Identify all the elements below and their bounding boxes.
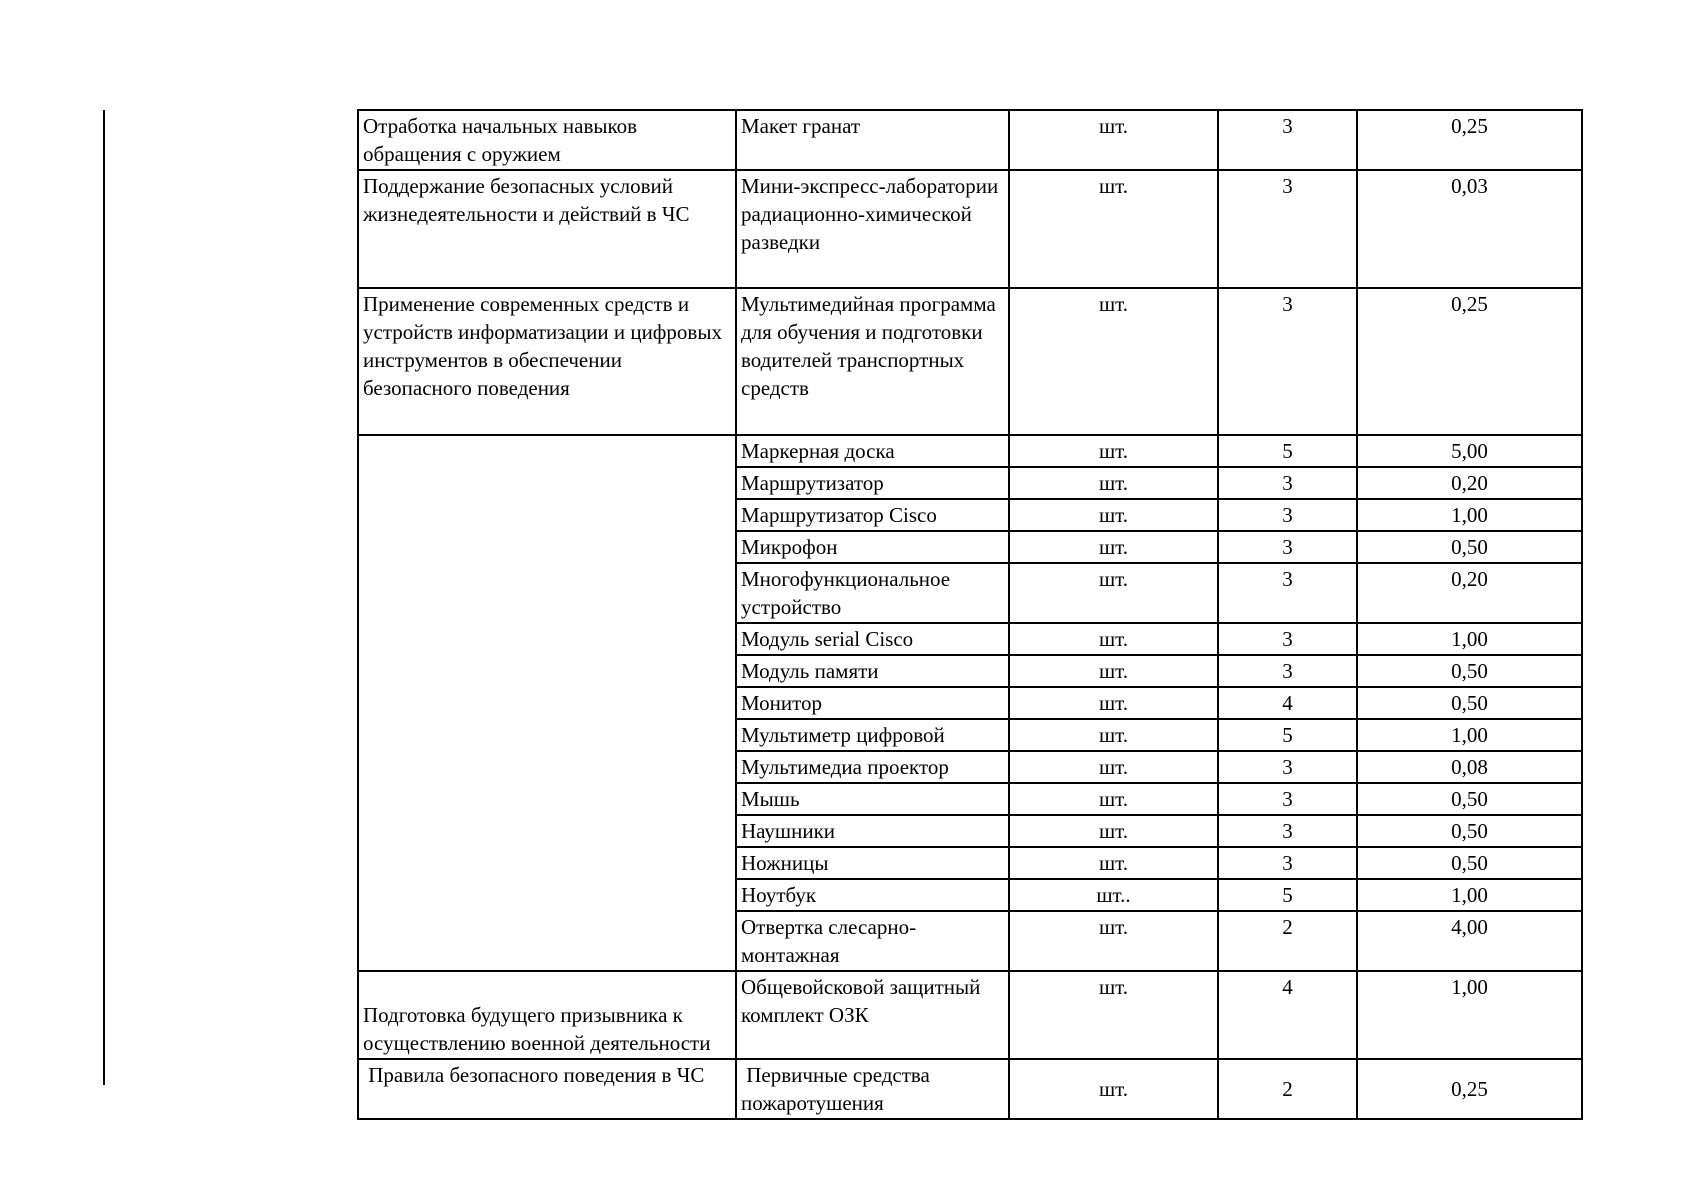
unit-cell: шт. [1009,499,1218,531]
table-row [358,170,1582,288]
ratio-cell: 1,00 [1357,719,1582,751]
unit-cell: шт. [1009,110,1218,170]
equipment-table [357,109,1583,1120]
item-cell: Ножницы [736,847,1009,879]
unit-cell: шт. [1009,563,1218,623]
item-cell: Мини-экспресс-лаборатории радиационно-химической разведки [736,170,1009,288]
item-cell: Отвертка слесарно-монтажная [736,911,1009,971]
ratio-cell: 1,00 [1357,971,1582,1059]
ratio-cell: 0,50 [1357,783,1582,815]
qty-cell: 2 [1218,1059,1357,1119]
item-cell: Макет гранат [736,110,1009,170]
topic-cell: Правила безопасного поведения в ЧС [358,1059,736,1119]
item-cell: Наушники [736,815,1009,847]
ratio-cell: 0,50 [1357,815,1582,847]
unit-cell: шт. [1009,170,1218,288]
ratio-cell: 0,50 [1357,687,1582,719]
table-row [358,435,1582,467]
page-margin-line [103,110,105,1085]
table-row [358,1059,1582,1119]
item-cell: Модуль serial Cisco [736,623,1009,655]
item-cell: Модуль памяти [736,655,1009,687]
qty-cell: 4 [1218,971,1357,1059]
item-cell: Ноутбук [736,879,1009,911]
item-cell: Первичные средства пожаротушения [736,1059,1009,1119]
unit-cell: шт. [1009,623,1218,655]
item-cell: Маршрутизатор [736,467,1009,499]
table-row [358,110,1582,170]
ratio-cell: 0,50 [1357,847,1582,879]
item-cell: Монитор [736,687,1009,719]
unit-cell: шт. [1009,971,1218,1059]
qty-cell: 3 [1218,751,1357,783]
ratio-cell: 0,25 [1357,288,1582,435]
table-row [358,288,1582,435]
table-row [358,971,1582,1059]
topic-cell: Поддержание безопасных условий жизнедеятельности и действий в ЧС [358,170,736,288]
ratio-cell: 0,50 [1357,531,1582,563]
qty-cell: 4 [1218,687,1357,719]
unit-cell: шт. [1009,1059,1218,1119]
item-cell: Маркерная доска [736,435,1009,467]
qty-cell: 3 [1218,499,1357,531]
qty-cell: 2 [1218,911,1357,971]
item-cell: Мышь [736,783,1009,815]
item-cell: Мультимедиа проектор [736,751,1009,783]
ratio-cell: 0,25 [1357,1059,1582,1119]
qty-cell: 3 [1218,170,1357,288]
qty-cell: 3 [1218,783,1357,815]
unit-cell: шт. [1009,531,1218,563]
unit-cell: шт. [1009,719,1218,751]
unit-cell: шт. [1009,288,1218,435]
ratio-cell: 1,00 [1357,499,1582,531]
qty-cell: 3 [1218,623,1357,655]
item-cell: Мультимедийная программа для обучения и подготовки водителей транспортных средств [736,288,1009,435]
ratio-cell: 0,20 [1357,563,1582,623]
ratio-cell: 1,00 [1357,879,1582,911]
qty-cell: 3 [1218,563,1357,623]
qty-cell: 5 [1218,879,1357,911]
item-cell: Общевойсковой защитный комплект ОЗК [736,971,1009,1059]
item-cell: Многофункциональное устройство [736,563,1009,623]
unit-cell: шт. [1009,435,1218,467]
topic-cell: Отработка начальных навыков обращения с оружием [358,110,736,170]
unit-cell: шт. [1009,687,1218,719]
unit-cell: шт. [1009,751,1218,783]
qty-cell: 3 [1218,531,1357,563]
ratio-cell: 0,50 [1357,655,1582,687]
ratio-cell: 0,03 [1357,170,1582,288]
topic-cell: Применение современных средств и устройств информатизации и цифровых инструментов в обеспечении безопасного поведения [358,288,736,435]
qty-cell: 3 [1218,815,1357,847]
item-cell: Мультиметр цифровой [736,719,1009,751]
ratio-cell: 0,08 [1357,751,1582,783]
qty-cell: 3 [1218,655,1357,687]
topic-cell-merged [358,435,736,971]
qty-cell: 5 [1218,435,1357,467]
unit-cell: шт.. [1009,879,1218,911]
unit-cell: шт. [1009,783,1218,815]
ratio-cell: 5,00 [1357,435,1582,467]
unit-cell: шт. [1009,467,1218,499]
ratio-cell: 0,20 [1357,467,1582,499]
ratio-cell: 0,25 [1357,110,1582,170]
qty-cell: 3 [1218,288,1357,435]
item-cell: Микрофон [736,531,1009,563]
ratio-cell: 4,00 [1357,911,1582,971]
unit-cell: шт. [1009,815,1218,847]
unit-cell: шт. [1009,655,1218,687]
item-cell: Маршрутизатор Cisco [736,499,1009,531]
qty-cell: 5 [1218,719,1357,751]
qty-cell: 3 [1218,847,1357,879]
ratio-cell: 1,00 [1357,623,1582,655]
topic-cell: Подготовка будущего призывника к осуществлению военной деятельности [358,971,736,1059]
qty-cell: 3 [1218,467,1357,499]
qty-cell: 3 [1218,110,1357,170]
unit-cell: шт. [1009,911,1218,971]
unit-cell: шт. [1009,847,1218,879]
